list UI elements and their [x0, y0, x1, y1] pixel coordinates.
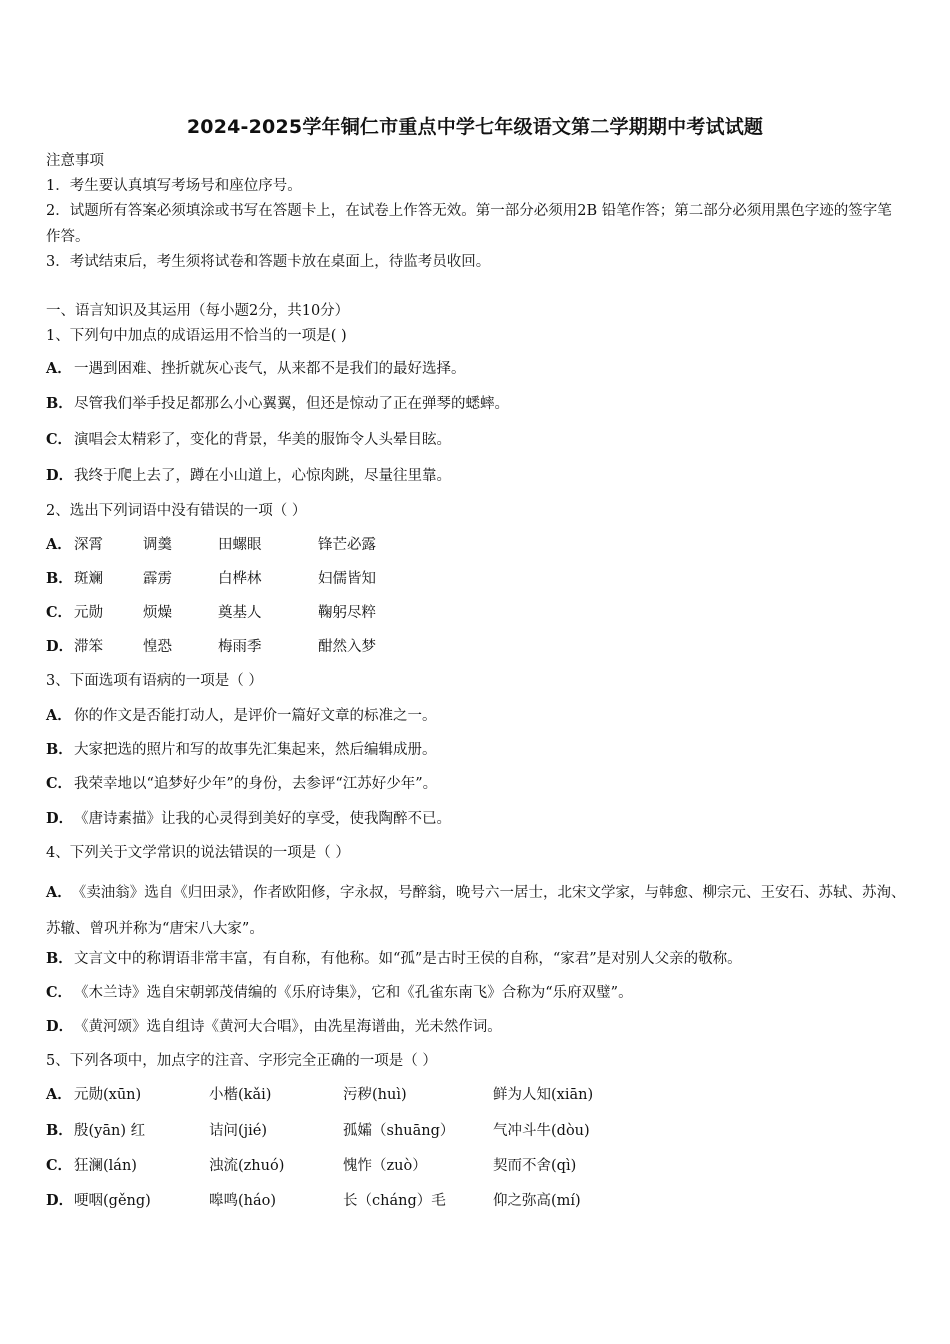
question-3-option-c: C． 我荣幸地以“追梦好少年”的身份，去参评“江苏好少年”。 — [46, 775, 438, 792]
question-2-word: 惶恐 — [143, 639, 172, 655]
question-2-word: 元勋 — [74, 605, 103, 621]
page-title: 2024-2025学年铜仁市重点中学七年级语文第二学期期中考试试题 — [186, 116, 764, 138]
question-5-word: 鲜为人知(xiān) — [493, 1087, 594, 1103]
question-5-word: 气冲斗牛(dòu) — [493, 1123, 590, 1139]
question-5-word: 元勋(xūn) — [74, 1087, 142, 1103]
notice-item-1: 1．考生要认真填写考场号和座位序号。 — [46, 178, 302, 194]
question-2-word: 白桦林 — [218, 571, 262, 587]
question-2-word: 奠基人 — [218, 605, 262, 621]
question-5-stem: 5、下列各项中，加点字的注音、字形完全正确的一项是（ ） — [46, 1053, 437, 1069]
question-5-option-b-label: B． — [46, 1122, 73, 1139]
question-4-stem: 4、下列关于文学常识的说法错误的一项是（ ） — [46, 845, 350, 861]
question-5-word: 长（cháng）毛 — [343, 1193, 446, 1209]
question-5-word: 殷(yān) 红 — [74, 1123, 146, 1139]
question-3-option-b: B．大家把选的照片和写的故事先汇集起来，然后编辑成册。 — [46, 741, 437, 758]
question-5-word: 嗥鸣(háo) — [209, 1193, 277, 1209]
notice-item-2: 2．试题所有答案必须填涂或书写在答题卡上，在试卷上作答无效。第一部分必须用2B 铅笔作答；第二部分必须用黑色字迹的签字笔作答。 — [46, 203, 892, 245]
question-2-word: 烦燥 — [143, 605, 172, 621]
question-2-word: 调羹 — [143, 537, 172, 553]
question-5-word: 仰之弥高(mí) — [493, 1193, 581, 1209]
section-heading: 一、语言知识及其运用（每小题2分，共10分） — [46, 303, 350, 319]
question-1-stem: 1、下列句中加点的成语运用不恰当的一项是( ) — [46, 328, 347, 344]
question-2-option-a-label: A． — [46, 536, 72, 553]
question-2-word: 霹雳 — [143, 571, 172, 587]
question-2-word: 锋芒必露 — [318, 537, 376, 553]
question-5-word: 诘问(jié) — [209, 1123, 268, 1139]
question-4-option-b: B．文言文中的称谓语非常丰富，有自称，有他称。如“孤”是古时王侯的自称，“家君”是对别人父亲的敬称。 — [46, 950, 742, 967]
question-5-option-c-label: C． — [46, 1157, 73, 1174]
question-3-option-d: D．《唐诗素描》让我的心灵得到美好的享受，使我陶醉不已。 — [46, 810, 451, 827]
question-2-word: 酣然入梦 — [318, 639, 376, 655]
question-2-option-b-label: B． — [46, 570, 73, 587]
question-5-word: 愧怍（zuò） — [343, 1158, 427, 1174]
question-2-option-d-label: D． — [46, 638, 74, 655]
question-5-word: 契而不舍(qì) — [493, 1158, 577, 1174]
question-2-word: 鞠躬尽粹 — [318, 605, 376, 621]
question-3-option-a: A． 你的作文是否能打动人，是评价一篇好文章的标准之一。 — [46, 707, 437, 724]
question-2-word: 梅雨季 — [218, 639, 262, 655]
question-2-stem: 2、选出下列词语中没有错误的一项（ ） — [46, 503, 307, 519]
question-5-word: 狂澜(lán) — [74, 1158, 137, 1174]
question-4-option-d: D．《黄河颂》选自组诗《黄河大合唱》，由冼星海谱曲，光未然作词。 — [46, 1018, 502, 1035]
question-5-word: 小楷(kǎi) — [209, 1087, 272, 1103]
question-5-word: 哽咽(gěng) — [74, 1193, 151, 1209]
question-4-option-c: C． 《木兰诗》选自宋朝郭茂倩编的《乐府诗集》，它和《孔雀东南飞》合称为“乐府双璧”。 — [46, 984, 633, 1001]
question-1-option-a: A． 一遇到困难、挫折就灰心丧气，从来都不是我们的最好选择。 — [46, 360, 466, 377]
question-2-option-c-label: C． — [46, 604, 73, 621]
question-2-word: 妇儒皆知 — [318, 571, 376, 587]
question-4-option-a: A．《卖油翁》选自《归田录》，作者欧阳修，字永叔，号醉翁，晚号六一居士，北宋文学家，与韩愈、柳宗元、王安石、苏轼、苏洵、苏辙、曾巩并称为“唐宋八大家”。 — [46, 884, 906, 937]
question-5-option-d-label: D． — [46, 1192, 74, 1209]
question-2-word: 深霄 — [74, 537, 103, 553]
question-2-word: 田螺眼 — [218, 537, 262, 553]
question-5-word: 孤孀（shuāng） — [343, 1123, 455, 1139]
question-1-option-b: B．尽管我们举手投足都那么小心翼翼，但还是惊动了正在弹琴的蟋蟀。 — [46, 395, 509, 412]
question-3-stem: 3、下面选项有语病的一项是（ ） — [46, 673, 263, 689]
question-1-option-c: C． 演唱会太精彩了，变化的背景，华美的服饰令人头晕目眩。 — [46, 431, 451, 448]
question-5-word: 浊流(zhuó) — [209, 1158, 285, 1174]
question-5-word: 污秽(huì) — [343, 1087, 407, 1103]
question-2-word: 滞笨 — [74, 639, 103, 655]
question-2-word: 斑斓 — [74, 571, 103, 587]
notice-item-3: 3．考试结束后，考生须将试卷和答题卡放在桌面上，待监考员收回。 — [46, 254, 491, 270]
question-1-option-d: D．我终于爬上去了，蹲在小山道上，心惊肉跳，尽量往里靠。 — [46, 467, 451, 484]
question-5-option-a-label: A． — [46, 1086, 72, 1103]
notice-heading: 注意事项 — [46, 153, 104, 169]
